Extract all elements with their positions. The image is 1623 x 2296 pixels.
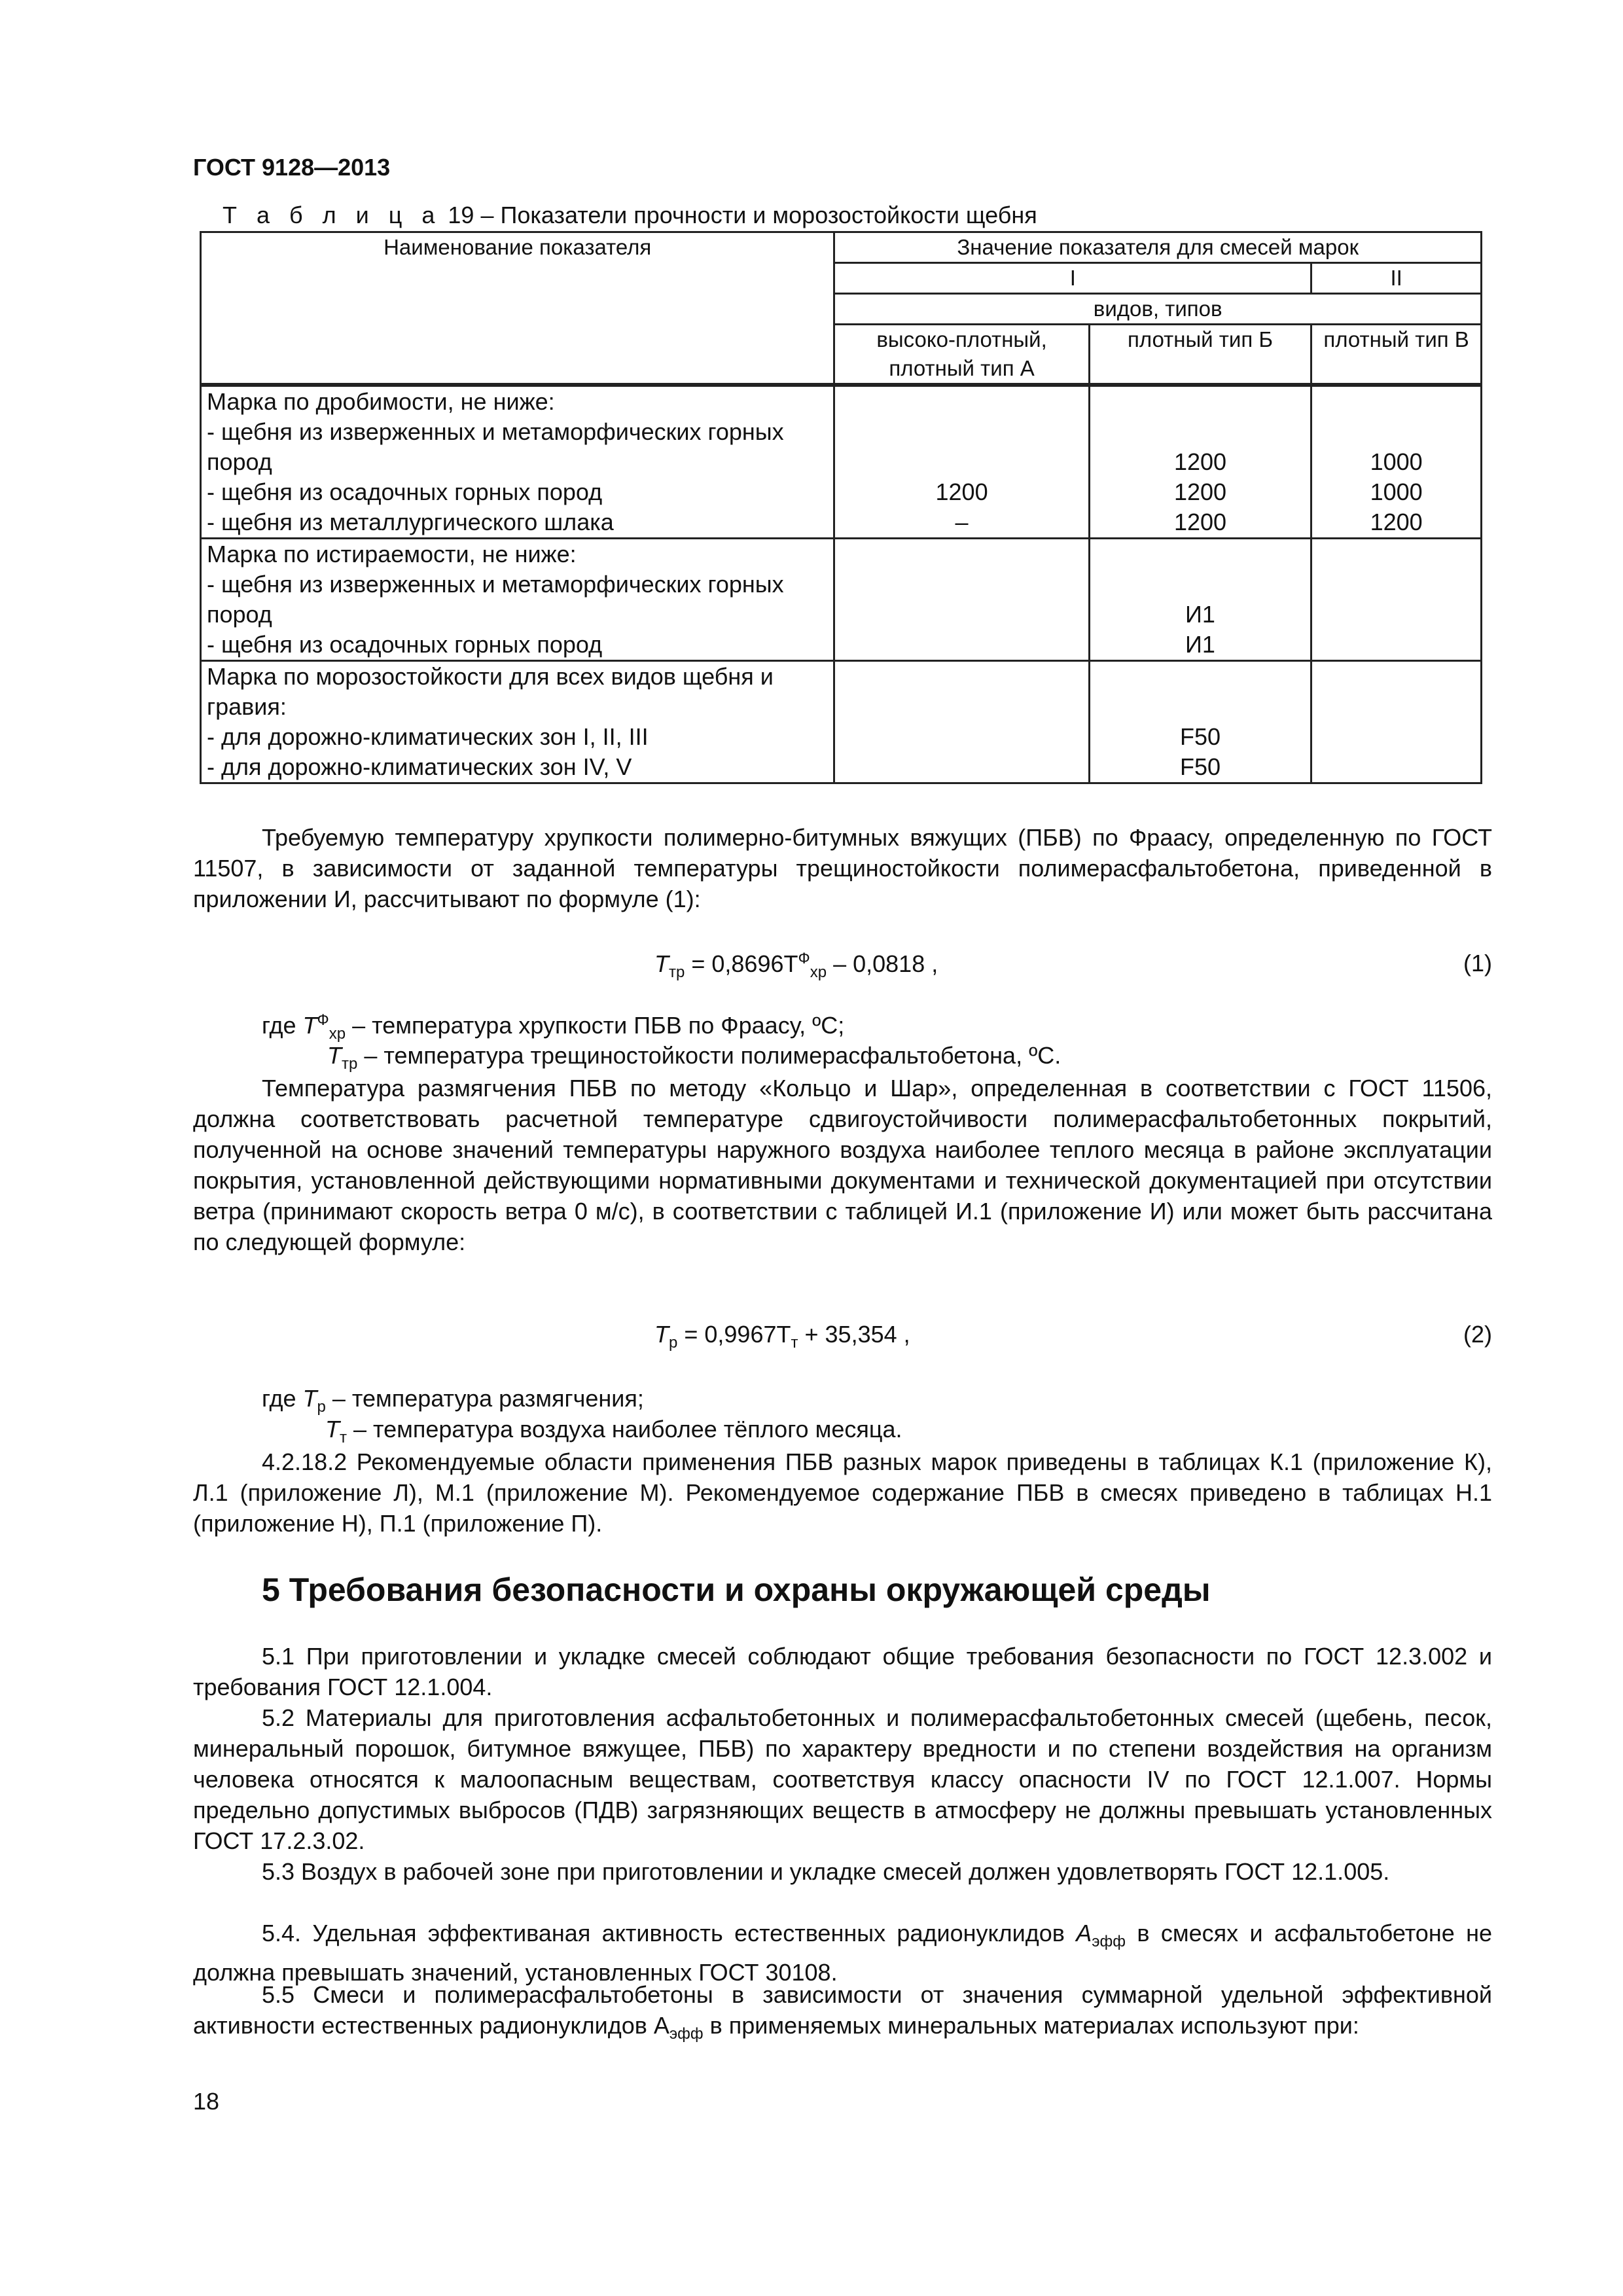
row-title: Марка по дробимости, не ниже: xyxy=(207,388,555,415)
row-name-cell xyxy=(201,661,834,783)
paragraph-5-1: 5.1 При приготовлении и укладке смесей соблюдают общие требования безопасности по ГОСТ 12.3.002 и требования ГОСТ 12.1.004. xyxy=(193,1643,1492,1700)
row-name-cell xyxy=(201,539,834,661)
row-item: - для дорожно-климатических зон I, II, III xyxy=(207,723,649,750)
page-number: 18 xyxy=(193,2088,220,2115)
document-header: ГОСТ 9128—2013 xyxy=(193,154,391,181)
cell-value: 1000 xyxy=(1370,478,1423,505)
where-line-2: $Т_{тр}$ – температура трещиностойкости полимерасфальтобетона, ºС. xyxy=(327,1042,1061,1073)
value-cell-type-v xyxy=(1311,661,1482,783)
cell-value: И1 xyxy=(1185,601,1215,628)
cell-value: – xyxy=(955,509,969,535)
col-header-type-v: плотный тип В xyxy=(1311,325,1482,386)
cell-value: 1200 xyxy=(1370,509,1423,535)
col-header-type-b: плотный тип Б xyxy=(1089,325,1311,386)
table-caption xyxy=(223,202,1037,229)
where-line-3: где $Т_р$ – температура размягчения; xyxy=(262,1385,644,1416)
paragraph-5-4: 5.4. Удельная эффективаная активность естественных радионуклидов $А_{эфф}$ в смесях и асфальтобетоне не должна превышать значений, установленных ГОСТ 30108. xyxy=(193,1920,1492,1986)
cell-value: F50 xyxy=(1179,723,1221,750)
table-header-row xyxy=(201,232,1482,263)
paragraph-5-5: 5.5 Смеси и полимерасфальтобетоны в зависимости от значения суммарной удельной эффективной активности естественных радионуклидов $А_{эфф}$ в применяемых минеральных материалах используют при: xyxy=(193,1981,1492,2043)
table-row xyxy=(201,385,1482,539)
formula-2-number: (2) xyxy=(1463,1321,1492,1348)
cell-value: F50 xyxy=(1179,753,1221,780)
value-cell-type-b xyxy=(1089,539,1311,661)
row-item: - щебня из металлургического шлака xyxy=(207,509,614,535)
table-row xyxy=(201,539,1482,661)
row-title: Марка по морозостойкости для всех видов щебня и гравия: xyxy=(207,663,774,720)
row-title: Марка по истираемости, не ниже: xyxy=(207,541,577,567)
strength-frost-table xyxy=(200,231,1482,784)
table-row xyxy=(201,661,1482,783)
paragraph-4-2-18-2: 4.2.18.2 Рекомендуемые области применения ПБВ разных марок приведены в таблицах К.1 (приложение К), Л.1 (приложение Л), М.1 (приложение М). Рекомендуемое содержание ПБВ в смесях приведено в таблицах Н.1 (приложение Н), П.1 (приложение П). xyxy=(193,1448,1492,1537)
col-header-grade-2: II xyxy=(1311,263,1482,294)
where-line-1: где $Т^Ф_{хр}$ – температура хрупкости ПБВ по Фраасу, ºС; xyxy=(262,1011,845,1043)
row-item: - щебня из изверженных и метаморфических горных пород xyxy=(207,571,784,628)
row-item: - щебня из осадочных горных пород xyxy=(207,478,603,505)
paragraph-5-3: 5.3 Воздух в рабочей зоне при приготовлении и укладке смесей должен удовлетворять ГОСТ 12.1.005. xyxy=(262,1858,1390,1885)
value-cell-type-b xyxy=(1089,661,1311,783)
formula-2: $Т_р = 0,9967Т_т + 35,354$ , xyxy=(654,1321,910,1352)
value-cell-type-v xyxy=(1311,539,1482,661)
col-header-name: Наименование показателя xyxy=(201,232,834,386)
table-caption-text: 19 – Показатели прочности и морозостойкости щебня xyxy=(441,202,1037,228)
col-header-grade-1: I xyxy=(834,263,1311,294)
col-header-value: Значение показателя для смесей марок xyxy=(834,232,1482,263)
cell-value: 1200 xyxy=(935,478,988,505)
col-header-type-a: высоко-плотный, плотный тип А xyxy=(834,325,1089,386)
where-line-4: $Т_т$ – температура воздуха наиболее тёплого месяца. xyxy=(325,1416,902,1447)
table-caption-label: Т а б л и ц а xyxy=(223,202,442,228)
row-item: - для дорожно-климатических зон IV, V xyxy=(207,753,632,780)
row-name-cell xyxy=(201,385,834,539)
paragraph-brittleness: Требуемую температуру хрупкости полимерно-битумных вяжущих (ПБВ) по Фраасу, определенную по ГОСТ 11507, в зависимости от заданной температуры трещиностойкости полимерасфальтобетона, приведенной в приложении И, рассчитывают по формуле (1): xyxy=(193,824,1492,912)
cell-value: 1000 xyxy=(1370,448,1423,475)
cell-value: 1200 xyxy=(1173,448,1227,475)
row-item: - щебня из изверженных и метаморфических горных пород xyxy=(207,418,784,475)
value-cell-type-a xyxy=(834,385,1089,539)
paragraph-5-2: 5.2 Материалы для приготовления асфальтобетонных и полимерасфальтобетонных смесей (щебень, песок, минеральный порошок, битумное вяжущее, ПБВ) по характеру вредности и по степени воздействия на организм человека относятся к малоопасным веществам, соответствуя классу опасности IV по ГОСТ 12.1.007. Нормы предельно допустимых выбросов (ПДВ) загрязняющих веществ в атмосферу не должны превышать установленных ГОСТ 17.2.3.02. xyxy=(193,1704,1492,1854)
section-5-heading: 5 Требования безопасности и охраны окружающей среды xyxy=(262,1571,1211,1608)
value-cell-type-a xyxy=(834,539,1089,661)
cell-value: И1 xyxy=(1185,631,1215,658)
value-cell-type-b xyxy=(1089,385,1311,539)
value-cell-type-a xyxy=(834,661,1089,783)
col-header-types: видов, типов xyxy=(834,294,1482,325)
cell-value: 1200 xyxy=(1173,478,1227,505)
row-item: - щебня из осадочных горных пород xyxy=(207,631,603,658)
formula-1: $Т_{тр} = 0,8696Т^Ф_{хр} - 0,0818$ , xyxy=(654,950,938,982)
paragraph-softening: Температура размягчения ПБВ по методу «Кольцо и Шар», определенная в соответствии с ГОСТ 11506, должна соответствовать расчетной температуре сдвигоустойчивости полимерасфальтобетонных покрытий, полученной на основе значений температуры наружного воздуха наиболее теплого месяца в районе эксплуатации покрытия, установленной действующими нормативными документами и технической документацией при отсутствии ветра (принимают скорость ветра 0 м/с), в соответствии с таблицей И.1 (приложение И) или может быть рассчитана по следующей формуле: xyxy=(193,1075,1492,1255)
value-cell-type-v xyxy=(1311,385,1482,539)
formula-1-number: (1) xyxy=(1463,950,1492,977)
cell-value: 1200 xyxy=(1173,509,1227,535)
